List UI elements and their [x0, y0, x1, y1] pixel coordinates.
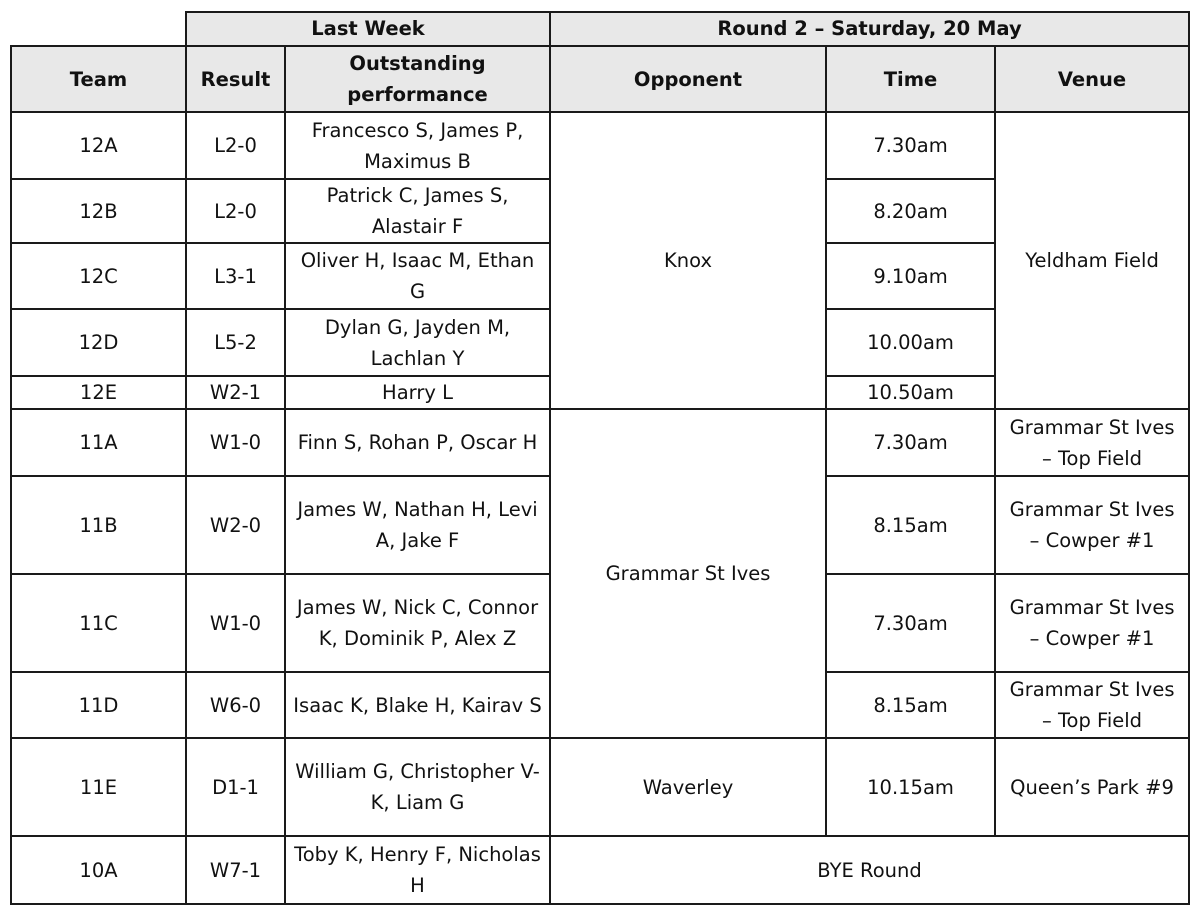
- performance-cell: Finn S, Rohan P, Oscar H: [285, 409, 550, 476]
- opponent-column-header: Opponent: [550, 46, 826, 112]
- performance-cell: Oliver H, Isaac M, Ethan G: [285, 243, 550, 309]
- time-cell: 7.30am: [826, 112, 995, 179]
- time-cell: 8.15am: [826, 672, 995, 738]
- performance-cell: James W, Nathan H, Levi A, Jake F: [285, 476, 550, 574]
- result-cell: L5-2: [186, 309, 285, 376]
- time-column-header: Time: [826, 46, 995, 112]
- result-cell: W1-0: [186, 574, 285, 672]
- team-cell: 12E: [11, 376, 186, 409]
- venue-cell: Yeldham Field: [995, 112, 1189, 409]
- team-cell: 11A: [11, 409, 186, 476]
- team-column-header: Team: [11, 46, 186, 112]
- performance-cell: Harry L: [285, 376, 550, 409]
- opponent-cell: Grammar St Ives: [550, 409, 826, 738]
- time-cell: 7.30am: [826, 574, 995, 672]
- time-cell: 10.50am: [826, 376, 995, 409]
- performance-cell: William G, Christopher V-K, Liam G: [285, 738, 550, 836]
- result-cell: W2-1: [186, 376, 285, 409]
- table-row: [11, 836, 1189, 904]
- result-cell: W6-0: [186, 672, 285, 738]
- time-cell: 9.10am: [826, 243, 995, 309]
- performance-cell: Toby K, Henry F, Nicholas H: [285, 836, 550, 904]
- venue-cell: Grammar St Ives – Cowper #1: [995, 476, 1189, 574]
- result-cell: W7-1: [186, 836, 285, 904]
- result-column-header: Result: [186, 46, 285, 112]
- performance-column-header: Outstanding performance: [285, 46, 550, 112]
- performance-cell: Patrick C, James S, Alastair F: [285, 179, 550, 243]
- venue-column-header: Venue: [995, 46, 1189, 112]
- venue-cell: Grammar St Ives – Top Field: [995, 409, 1189, 476]
- team-cell: 12D: [11, 309, 186, 376]
- performance-cell: James W, Nick C, Connor K, Dominik P, Alex Z: [285, 574, 550, 672]
- venue-cell: Grammar St Ives – Cowper #1: [995, 574, 1189, 672]
- column-header-row: [11, 46, 1189, 112]
- team-cell: 12A: [11, 112, 186, 179]
- result-cell: D1-1: [186, 738, 285, 836]
- round-header: Round 2 – Saturday, 20 May: [550, 12, 1189, 46]
- team-cell: 11B: [11, 476, 186, 574]
- opponent-cell: Knox: [550, 112, 826, 409]
- result-cell: W1-0: [186, 409, 285, 476]
- team-cell: 10A: [11, 836, 186, 904]
- result-cell: L3-1: [186, 243, 285, 309]
- team-cell: 11D: [11, 672, 186, 738]
- bye-round-cell: BYE Round: [550, 836, 1189, 904]
- last-week-header: Last Week: [186, 12, 550, 46]
- performance-cell: Isaac K, Blake H, Kairav S: [285, 672, 550, 738]
- blank-corner: [11, 12, 186, 46]
- time-cell: 10.00am: [826, 309, 995, 376]
- time-cell: 10.15am: [826, 738, 995, 836]
- table-row: [11, 409, 1189, 476]
- team-cell: 11E: [11, 738, 186, 836]
- table-row: [11, 738, 1189, 836]
- performance-cell: Francesco S, James P, Maximus B: [285, 112, 550, 179]
- group-header-row: [11, 12, 1189, 46]
- team-cell: 12C: [11, 243, 186, 309]
- opponent-cell: Waverley: [550, 738, 826, 836]
- team-cell: 12B: [11, 179, 186, 243]
- venue-cell: Queen’s Park #9: [995, 738, 1189, 836]
- performance-cell: Dylan G, Jayden M, Lachlan Y: [285, 309, 550, 376]
- fixture-table: [10, 11, 1190, 905]
- result-cell: L2-0: [186, 112, 285, 179]
- time-cell: 8.15am: [826, 476, 995, 574]
- venue-cell: Grammar St Ives – Top Field: [995, 672, 1189, 738]
- time-cell: 7.30am: [826, 409, 995, 476]
- result-cell: W2-0: [186, 476, 285, 574]
- result-cell: L2-0: [186, 179, 285, 243]
- table-row: [11, 112, 1189, 179]
- team-cell: 11C: [11, 574, 186, 672]
- time-cell: 8.20am: [826, 179, 995, 243]
